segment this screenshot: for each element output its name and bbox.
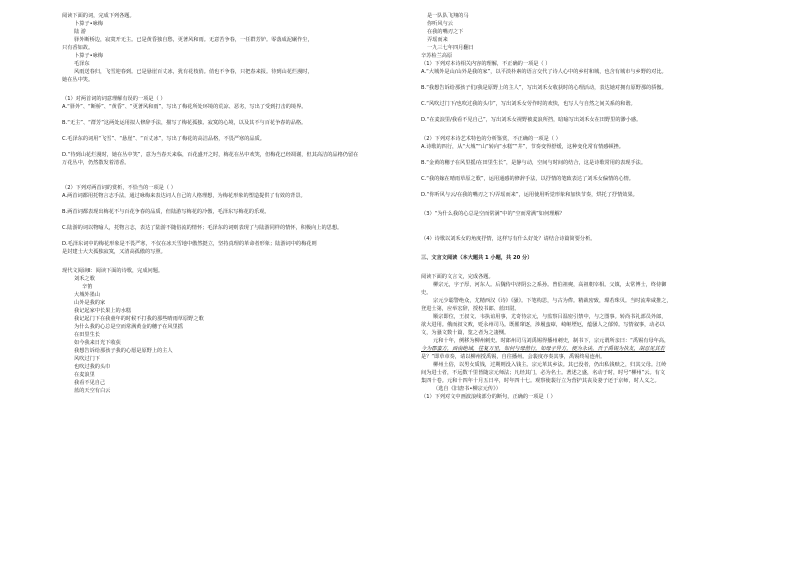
poem2-author: 毛泽东 [74,61,90,67]
right-column [421,12,761,401]
question-3-2-option-c: C.“我的嫁在晴雨草原之歌”，运用通感的修辞手法，以抒情的笔致表达了刘禾女偏情的心情。 [421,176,634,182]
question-3-2-option-b: B.“金黄的穗子在风里摇/在田里生长”，是静与动，空间与时间的结合，这是诗歌常用的表现手法。 [421,160,647,166]
question-3-2-stem: （2）下列对本诗艺术特色的分析鉴赏，不正确的一项是（ ） [421,136,561,142]
poem3-line: 在我的嘴刃之下 [427,29,464,35]
poem3-place: 辛苏检兰高原 [421,53,453,59]
question-1-option-a: A.“驿外”、“断桥”、“黄昏”、“更著风和雨”，写出了梅花所处环境的荒凉、恶劣，写出了受到打击的境界。 [62,104,307,110]
poem3-date: 一九三七年四月翻日 [427,45,474,51]
poem3-line: 是一队队飞翔的马 [427,13,469,19]
question-3-4: （4）诗歌以刘禾女的角度抒情，这样写有什么好处？请结合诗篇简要分析。 [421,236,596,242]
poem3-line: 大城外墨山 [74,292,100,298]
classical-para: 是？”即草章奏，请以柳州授禹锡，自往播州。会裴度亦奏其事，禹锡终易连州。 [421,354,606,360]
classical-question-1: （1）下列对文中画波浪线部分的断句，正确的一项是（ ） [421,394,556,400]
poem2-line: 风雨送春归，飞雪迎春到。已是悬崖百丈冰，犹有花枝俏。俏也不争春，只把春来报。待到山花烂漫时， [74,69,313,75]
classical-source: （选自《旧唐书•柳宗元传》） [433,386,501,392]
question-2-option-d-cont: 是封建士大夫孤独寂寞，又清高孤傲的写照。 [62,249,166,255]
poem3-line: 蓝的天空有白云 [74,388,111,394]
classical-para: 集四十卷。元和十四年十月五日卒，时年四十七。观察使裴行立为营护其丧及妻子还于京师，时人义之。 [421,378,660,384]
question-1-stem: （1）对两首词的词意理解有误的一项是（ ） [62,96,166,102]
classical-intro: 阅读下面的文言文，完成各题。 [421,274,494,280]
classical-para: 柳州土俗，以男女质钱，过期则没入钱主。宗元革其乡法。其已没者，仍出私钱赎之，归其父母。江岭 [433,362,667,368]
poem3-line: 我看不见自己 [74,380,106,386]
classical-para: 史。 [421,290,432,296]
reading-intro: 阅读下面的词，完成下列各题。 [62,13,135,19]
poem2-title: 卜算子•咏梅 [74,53,103,59]
poem3-line: 山外是我的家 [74,300,106,306]
question-3-1-option-a: A.“大城外是山/山外是我的家”，以平淡朴素的语言交代了诗人心中的乡村和城，也含有城市与乡野的对比。 [421,69,667,75]
poem3-line: 弄瑶而来 [427,37,448,43]
poem3-line: 我记起门下在我童年的时候不打我的那些晴雨草原野之歌 [74,316,204,322]
classical-para: 间为进士者，不远数千里皆随宗元师法；凡经其门，必为名士。著述之盛，名动于时，时号“柳州”云。有文 [421,370,666,376]
question-3-2-option-d: D.“你听风与云/在我的嘴刃之下/弄瑶而来”，运用使用听觉形象和加快节奏，烘托了抒情效果。 [421,192,638,198]
poem2-line: 她在丛中笑。 [62,77,94,83]
question-1-option-c: C.毛泽东的词用“飞雪”、“悬崖”、“百丈冰”，写出了梅花的高洁品格，不畏严寒的品质。 [62,136,265,142]
poem3-line: 我想告诉给那孩子我的心愿是原野上的主人 [74,348,173,354]
question-2-option-c: C.陆游的词以物喻人，托物言志，表达了陆游不随俗流的情怀；毛泽东的词则表现了与陆游同样的情怀，积极向上的思想。 [62,225,343,231]
classical-para: 欲大进用。俄而叔文败，贬永州司马。既罹窜逐，涉履蛮瘴，崎岖堙厄，蕴骚人之郁悼。写情叙事，动必以 [421,322,665,328]
question-3-2-option-a: A.诗歌的四行，从“大城”“山”转向“水糕”“井”，节奏变得舒缓，这种变化常有情感顿挫。 [421,144,624,150]
section-heading: 三、文言文阅读（本大题共 1 小题，共 20 分） [421,255,533,261]
question-2-option-d: D.毛泽东词中的梅花形象是不畏严寒，不仅在冰天雪地中傲然挺立，坚持真理的革命者形象；陆游词中的梅花则 [62,241,317,247]
poem3-title: 刘禾之歌 [74,276,95,282]
question-2-option-a: A.两首词都用托物言志手法，通过咏梅来表达词人自己的人格理想，为梅花形象的塑造提供了有效的背景。 [62,193,306,199]
poem3-line: 在田里生长 [74,332,100,338]
poem3-line: 在麦浪里 [74,372,95,378]
question-3-1-stem: （1）下列对本诗相关内容的理解，不正确的一项是（ ） [421,61,551,67]
question-3-1-option-c: C.“风吹过门下/也吹过我的头巾”，写出刘禾女劳作时的欢快，也写人与自然之间关系的和谐。 [421,101,636,107]
question-3-1-option-b: B.“我想告诉给那孩子们/我是原野上的主人”，写出刘禾女收获时的心理活动，表达她对拥有原野那的骄傲。 [421,85,667,91]
classical-para: 登进士第，应举宏辞，授校书郎、蓝田尉。 [421,306,520,312]
poem1-author: 陆 游 [74,29,87,35]
classical-para: 顺宗即位，王叔文、韦执谊用事，尤奇待宗元，与监察吕温密引禁中，与之图事。转尚书礼部员外郎， [433,314,667,320]
classical-para: 文，为骚文数十篇，览之者为之凄恻。 [421,330,510,336]
poem3-line: 为什么我的心总是空而常满黄金的穗子在风里摇 [74,324,183,330]
question-2-stem: （2）下列对两首词的赏析，不恰当的一项是（ ） [62,185,176,191]
poem1-line: 驿外断桥边，寂寞开无主。已是黄昏独自愁，更著风和雨。无意苦争春，一任群芳妒。零落成泥碾作尘， [74,37,313,43]
poem3-author: 辛笛 [82,284,93,290]
modern-reading-intro: 现代文阅读Ⅱ：阅读下面的诗歌，完成问题。 [62,268,164,274]
poem3-line: 也吹过我的头巾 [74,364,111,370]
poem3-line: 我记起家中长果上的水糕 [74,308,132,314]
classical-para-underlined: 今为郡蛮方，西南绝域，往复万里，如何与母偕行。如母子异方，便为永诀。吾于禹锡为执友，胡忍见其若 [421,346,665,352]
classical-para: 柳宗元，字子厚，河东人。后魏侍中济阴公之系孙。曾伯祖奭，高祖朝宰相。父镇，太常博士，终侍御 [433,282,667,288]
question-2-option-b: B.两首词都表现出梅花不与百花争春的品质，但陆游写梅花的冷傲，毛泽东写梅花的乐观。 [62,209,270,215]
poem3-line: 风吹过门下 [74,356,100,362]
poem3-line: 你听风与云 [427,21,453,27]
poem1-line: 只有香如故。 [62,45,94,51]
question-3-3: （3）“为什么我的心总是空而常满”中的“空而常满”如何理解？ [421,211,565,217]
poem3-line: 如今我来日光下收获 [74,340,121,346]
question-1-option-d-cont: 万花丛中，仍然散发着清香。 [62,160,130,166]
question-1-option-b: B.“无主”、“群芳”这两处运用拟人修辞手法，描写了梅花孤独、寂寞的心境，以及其不与百花争春的品格。 [62,120,307,126]
classical-para: 元和十年，例移为柳州刺史。时郎州司马刘禹锡得播州刺史，制书下，宗元谓所亲曰：“禹锡有母年高， [433,338,670,344]
classical-para: 宗元少聪警绝众，尤精西汉《诗》《骚》。下笔构思，与古为侔。精裁密致，璨若珠贝。当时流辈咸推之， [433,298,672,304]
poem1-title: 卜算子•咏梅 [74,21,103,27]
left-column [62,12,407,395]
question-1-option-d: D.“待到山花烂漫时，她在丛中笑”，意为当春天来临，百花盛开之时，梅花在丛中欢笑，但梅花已经凋谢，但其高洁的品格仍留在 [62,152,359,158]
question-3-1-option-d: D.“在麦浪里/我看不见自己”，写出刘禾女视野被麦浪所挡，暗喻写出刘禾女在田野里的渺小感。 [421,117,642,123]
